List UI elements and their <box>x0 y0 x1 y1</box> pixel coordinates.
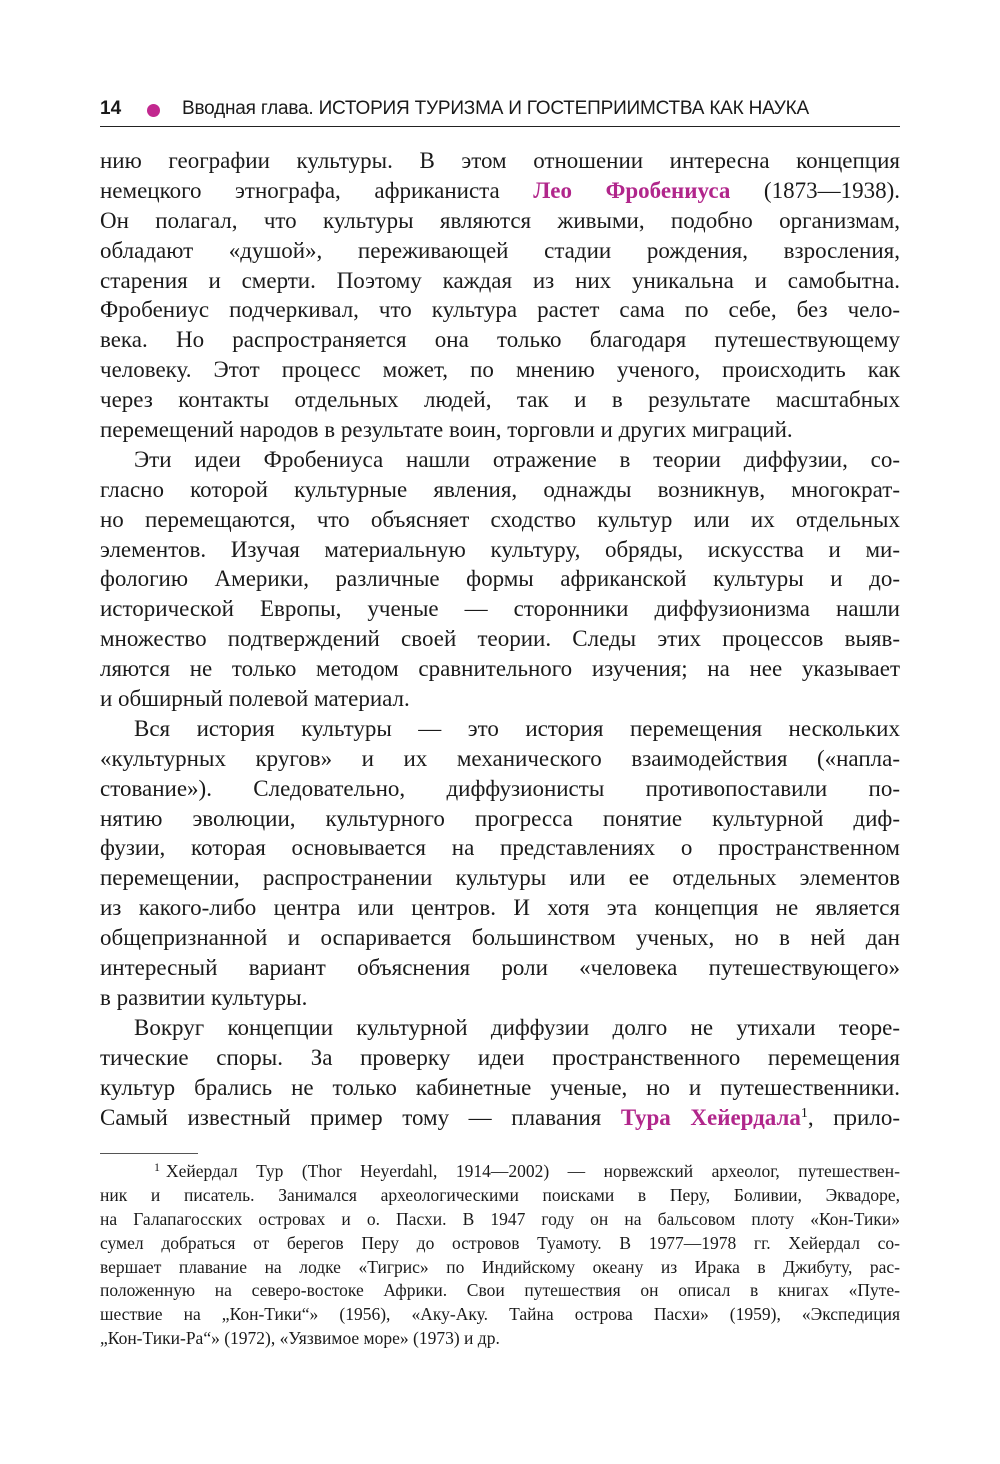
paragraph-2 <box>100 445 900 714</box>
text-line: но перемещаются, что объясняет сходство культур или их отдельных <box>100 506 900 532</box>
running-title: Вводная глава. ИСТОРИЯ ТУРИЗМА И ГОСТЕПРИИМСТВА КАК НАУКА <box>182 98 809 119</box>
text-line: гласно которой культурные явления, однажды возникнув, многократ- <box>100 476 900 502</box>
bullet-dot-icon <box>147 104 160 117</box>
text-line: через контакты отдельных людей, так и в результате масштабных <box>100 387 900 413</box>
footnote-line: положенную на северо-востоке Африки. Свои путешествия он описал в книгах «Путе- <box>100 1280 900 1301</box>
person-name-frobenius: Лео Фробениуса <box>533 177 731 203</box>
text-line: фузии, которая основывается на представлениях о пространственном <box>100 835 900 861</box>
text-line: культур брались не только кабинетные ученые, но и путешественники. <box>100 1074 900 1100</box>
text-line: элементов. Изучая материальную культуру, обряды, искусства и ми- <box>100 536 900 562</box>
paragraph-3 <box>100 714 900 1013</box>
text-line: общепризнанной и оспаривается большинством ученых, но в ней дан <box>100 925 900 951</box>
footnote-line: вершает плавание на лодке «Тигрис» по Индийскому океану из Ирака в Джибуту, рас- <box>100 1256 900 1277</box>
footnote-line: ник и писатель. Занимался археологическими поисками в Перу, Боливии, Эквадоре, <box>100 1184 900 1205</box>
text-line: перемещений народов в результате воин, торговли и других миграций. <box>100 417 793 443</box>
text-line: из какого-либо центра или центров. И хотя эта концепция не является <box>100 895 900 921</box>
text-line: «культурных кругов» и их механического взаимодействия («напла- <box>100 745 900 771</box>
footnote-divider <box>100 1153 198 1154</box>
footnote-line: шествие на „Кон-Тики“» (1956), «Аку-Аку. Тайна острова Пасхи» (1959), «Экспедиция <box>100 1304 900 1325</box>
text-line: ляются не только методом сравнительного изучения; на нее указывает <box>100 656 900 682</box>
text-line: века. Но распространяется она только благодаря путешествующему <box>100 327 900 353</box>
footnote-marker: 1 <box>154 1160 160 1174</box>
text-line: нию географии культуры. В этом отношении интересна концепция <box>100 148 900 173</box>
text-line: обладают «душой», переживающей стадии рождения, взросления, <box>100 237 900 263</box>
footnote-line: на Галапагосских островах и о. Пасхи. В 1947 году он на бальсовом плоту «Кон-Тики» <box>100 1208 900 1229</box>
paragraph-4 <box>100 1013 900 1133</box>
footnote <box>100 1160 900 1351</box>
running-header <box>100 96 900 127</box>
text-line: интересный вариант объяснения роли «человека путешествующего» <box>100 955 900 981</box>
page-number: 14 <box>100 98 122 119</box>
text-line: и обширный полевой материал. <box>100 686 410 712</box>
text-line: фологию Америки, различные формы африканской культуры и до- <box>100 566 900 592</box>
main-text <box>100 146 900 1132</box>
text-line: немецкого этнографа, африканиста Лео Фробениуса (1873—1938). <box>100 177 900 203</box>
footnote-line: сумел добраться от берегов Перу до островов Туамоту. В 1977—1978 гг. Хейердал со- <box>100 1232 900 1253</box>
text-line: Фробениус подчеркивал, что культура растет сама по себе, без чело- <box>100 297 900 323</box>
text-line: стование»). Следовательно, диффузионисты противопоставили по- <box>100 775 900 801</box>
footnote-reference: 1 <box>800 1105 808 1121</box>
text-line: множество подтверждений своей теории. Следы этих процессов выяв- <box>100 626 900 652</box>
text-line: человеку. Этот процесс может, по мнению ученого, происходить как <box>100 357 900 383</box>
paragraph-1 <box>100 146 900 445</box>
text-line: нятию эволюции, культурного прогресса понятие культурной диф- <box>100 805 900 831</box>
text-line: старения и смерти. Поэтому каждая из них уникальна и самобытна. <box>100 267 900 293</box>
footnote-line: $^1$ Хейердал Тур (Thor Heyerdahl, 1914—2002) — норвежский археолог, путешествен- <box>154 1160 900 1181</box>
footnote-line: „Кон-Тики-Ра“» (1972), «Уязвимое море» (1973) и др. <box>100 1328 500 1349</box>
text-line: Вокруг концепции культурной диффузии долго не утихали теоре- <box>134 1014 900 1040</box>
text-line: Вся история культуры — это история перемещения нескольких <box>134 715 900 741</box>
text-line: тические споры. За проверку идеи пространственного перемещения <box>100 1044 900 1070</box>
text-line: исторической Европы, ученые — сторонники диффузионизма нашли <box>100 596 900 622</box>
person-name-heyerdahl: Тура Хейердала <box>620 1104 801 1130</box>
text-line: перемещении, распространении культуры или ее отдельных элементов <box>100 865 900 891</box>
text-line: Он полагал, что культуры являются живыми, подобно организмам, <box>100 207 900 233</box>
text-line: Эти идеи Фробениуса нашли отражение в теории диффузии, со- <box>134 446 900 472</box>
text-line: Самый известный пример тому — плавания Тура Хейердала$^1$, прило- <box>100 1104 900 1130</box>
text-line: в развитии культуры. <box>100 984 308 1010</box>
